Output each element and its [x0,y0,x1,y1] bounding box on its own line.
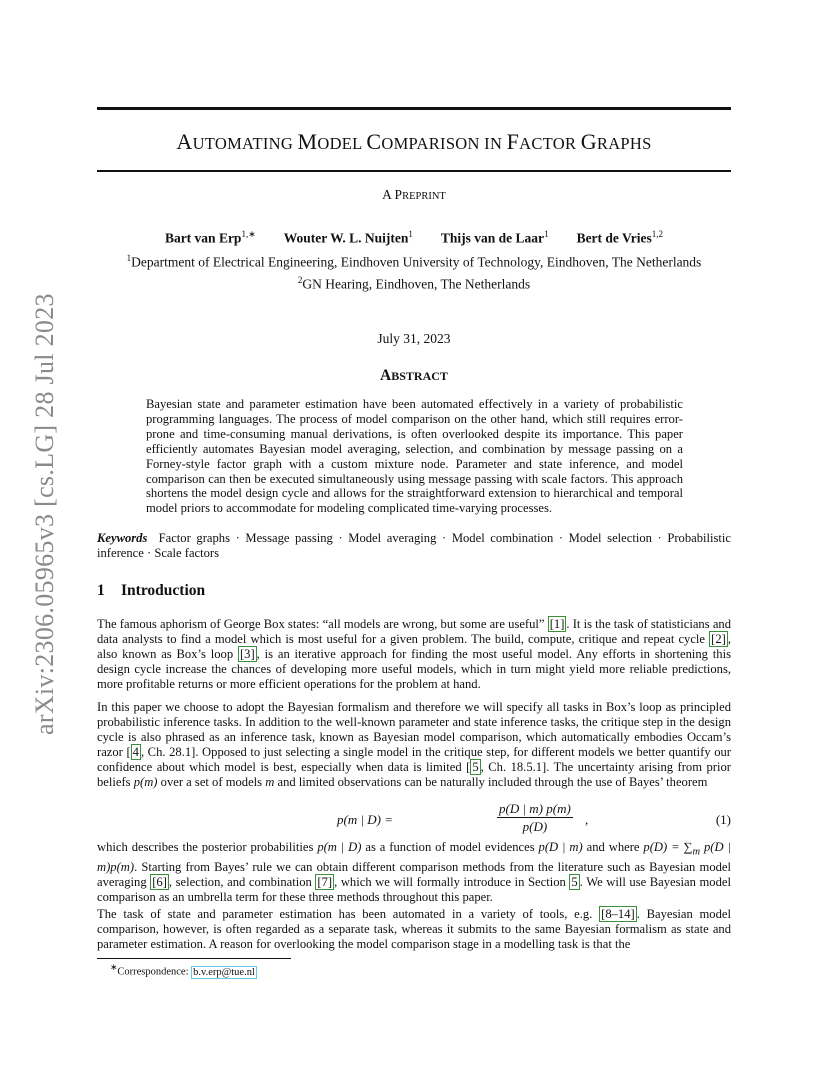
paper-date: July 31, 2023 [377,331,451,346]
math-inline: m [265,775,275,789]
citation-link[interactable]: [1] [549,617,565,631]
text-run: The task of state and parameter estimation has been automated in a variety of tools, e.g. [97,907,600,921]
text-run: , Ch. 28.1]. Opposed to just selecting a single model in the critique step, for different models we better quantify our confidence about which model is best, especially when data is limited [ [97,745,731,774]
paragraph-3 [97,840,731,905]
author [577,229,663,247]
arxiv-sidebar [10,293,59,735]
text-run: and where [582,840,644,854]
keywords-text: Factor graphs · Message passing · Model averaging · Model combination · Model selection · Probabilistic inference · Scale factors [97,531,732,560]
affiliation-text: Department of Electrical Engineering, Eindhoven University of Technology, Eindhoven, The Netherlands [131,254,702,270]
preprint-part: A P [382,187,403,202]
citation-link[interactable]: [2] [711,632,726,646]
author-name: Thijs van de Laar [440,230,545,246]
title-part: ODEL [317,134,367,153]
text-run: , also known as Box’s loop [97,632,731,661]
keywords [97,531,731,561]
text-run: , is an iterative approach for finding the most useful model. Any efforts in shortening this design cycle increase the chances of developing more useful models, which in turn might yield more reliable predictions, more profitable returns or more efficient operations for the problem at hand. [97,647,731,691]
author-affiliation-mark: 1 [408,229,413,239]
affiliation-mark: 1 [126,253,132,263]
author-name: Wouter W. L. Nuijten [283,230,409,246]
text-run: over a set of models [157,775,266,789]
author [284,229,413,247]
affiliation-mark: 2 [297,275,303,285]
citation-link[interactable]: [6] [152,874,167,889]
author-name: Bart van Erp [164,230,242,246]
section-link[interactable]: 5 [571,874,578,889]
text-run: and limited observations can be naturally included through the use of Bayes’ theorem [274,775,708,789]
section-heading [97,582,205,600]
title-part: F [506,129,520,154]
footnote-mark: ∗ [110,962,118,972]
equation-comma: , [585,812,589,827]
citation-link[interactable]: [7] [317,874,333,889]
equation-1 [97,801,731,841]
affiliation [97,253,731,271]
equation-lhs: p(m | D) = [337,812,394,827]
abstract-heading [97,367,731,385]
paragraph-1 [97,617,731,692]
title-bottom-rule [97,170,731,172]
text-run: . Starting from Bayes’ rule we can obtain different comparison methods from the literature such as Bayesian model averaging [97,859,731,889]
title-part: A [176,129,193,154]
affiliation [97,275,731,293]
title-part: C [366,129,382,154]
title-part: ACTOR [519,134,581,153]
citation-link[interactable]: [8–14] [601,907,635,921]
title-part: OMPARISON IN [381,134,507,153]
math-inline: p(D | m)p(m) [97,840,731,874]
math-subscript: m [692,846,701,858]
equation-number: (1) [715,812,731,827]
citation-link[interactable]: [3] [239,647,255,661]
affiliation-text: GN Hearing, Eindhoven, The Netherlands [302,276,531,292]
keywords-label: Keywords [97,531,148,545]
math-inline: p(D) = ∑ [643,840,693,854]
abstract-heading-part: A [380,367,392,384]
text-run: as a function of model evidences [361,840,539,854]
author-affiliation-mark: 1 [544,229,549,239]
math-inline: p(m) [133,775,158,789]
author-list [97,229,731,247]
text-run: , selection, and combination [168,874,316,889]
author [165,229,256,247]
title-part: UTOMATING [192,134,298,153]
preprint-part: REPRINT [402,191,446,202]
paragraph-2 [97,700,731,790]
footnote-rule [97,958,291,959]
author-affiliation-mark: 1,2 [651,229,664,239]
abstract-heading-part: BSTRACT [391,369,448,383]
title-part: M [297,129,318,154]
preprint-label [97,187,731,203]
arxiv-identifier: arXiv:2306.05965v3 [cs.LG] 28 Jul 2023 [30,293,59,735]
footnote-label: Correspondence: [117,966,192,978]
text-run: . We will use Bayesian model comparison as an umbrella term for these three methods throughout this paper. [97,874,731,904]
text-run: The famous aphorism of George Box states: “all models are wrong, but some are useful” [97,617,548,631]
author-affiliation-mark: 1,∗ [241,229,256,239]
citation-link[interactable]: 4 [132,745,139,759]
math-inline: p(D | m) [538,840,583,854]
equation-numerator: p(D | m) p(m) [499,801,571,816]
text-run: In this paper we choose to adopt the Bayesian formalism and therefore we will specify all tasks in Box’s loop as principled probabilistic inference tasks. In addition to the well-known parameter and state inference tasks, the critique step in the design cycle is also phrased as an inference task, known as Bayesian model comparison, which automatically embodies Occam’s razor [ [97,700,731,759]
text-run: , which we will formally introduce in Section [334,874,570,889]
math-inline: p(m | D) [317,840,362,854]
section-number: 1 [97,582,105,599]
paper-title [97,129,731,155]
text-run: . It is the task of statisticians and data analysts to find a model which is most useful for a given problem. The build, compute, critique and repeat cycle [97,617,731,646]
citation-link[interactable]: 5 [472,760,479,774]
top-rule [97,107,731,110]
abstract-text: Bayesian state and parameter estimation have been automated effectively in a variety of probabilistic programming languages. The process of model comparison on the other hand, which still requires error-prone and time-consuming manual derivations, is often overlooked despite its importance. This paper efficiently automates Bayesian model averaging, selection, and combination by message passing on a Forney-style factor graph with a custom mixture node. Parameter and state inference, and model comparison can then be executed simultaneously using message passing with scale factors. This approach shortens the model design cycle and allows for the straightforward extension to hierarchical and temporal model priors to accommodate for modeling complicated time-varying processes. [146,397,683,516]
equation-denominator: p(D) [522,819,548,834]
text-run: which describes the posterior probabilities [97,840,318,854]
title-part: G [580,129,597,154]
text-run: . Bayesian model comparison, however, is often regarded as a separate task, whereas it submits to the same Bayesian formalism as state and parameter estimation. A reason for overlooking the model comparison stage in a modelling task is that the [97,907,731,951]
paragraph-4 [97,907,731,952]
footnote [110,962,257,978]
text-run: , Ch. 18.5.1]. The uncertainty arising from prior beliefs [97,760,731,789]
equation-fraction [497,801,573,835]
email-link[interactable]: b.v.erp@tue.nl [193,966,255,978]
author-name: Bert de Vries [576,230,652,246]
author [441,229,549,247]
section-title: Introduction [121,582,206,599]
title-part: RAPHS [596,134,652,153]
